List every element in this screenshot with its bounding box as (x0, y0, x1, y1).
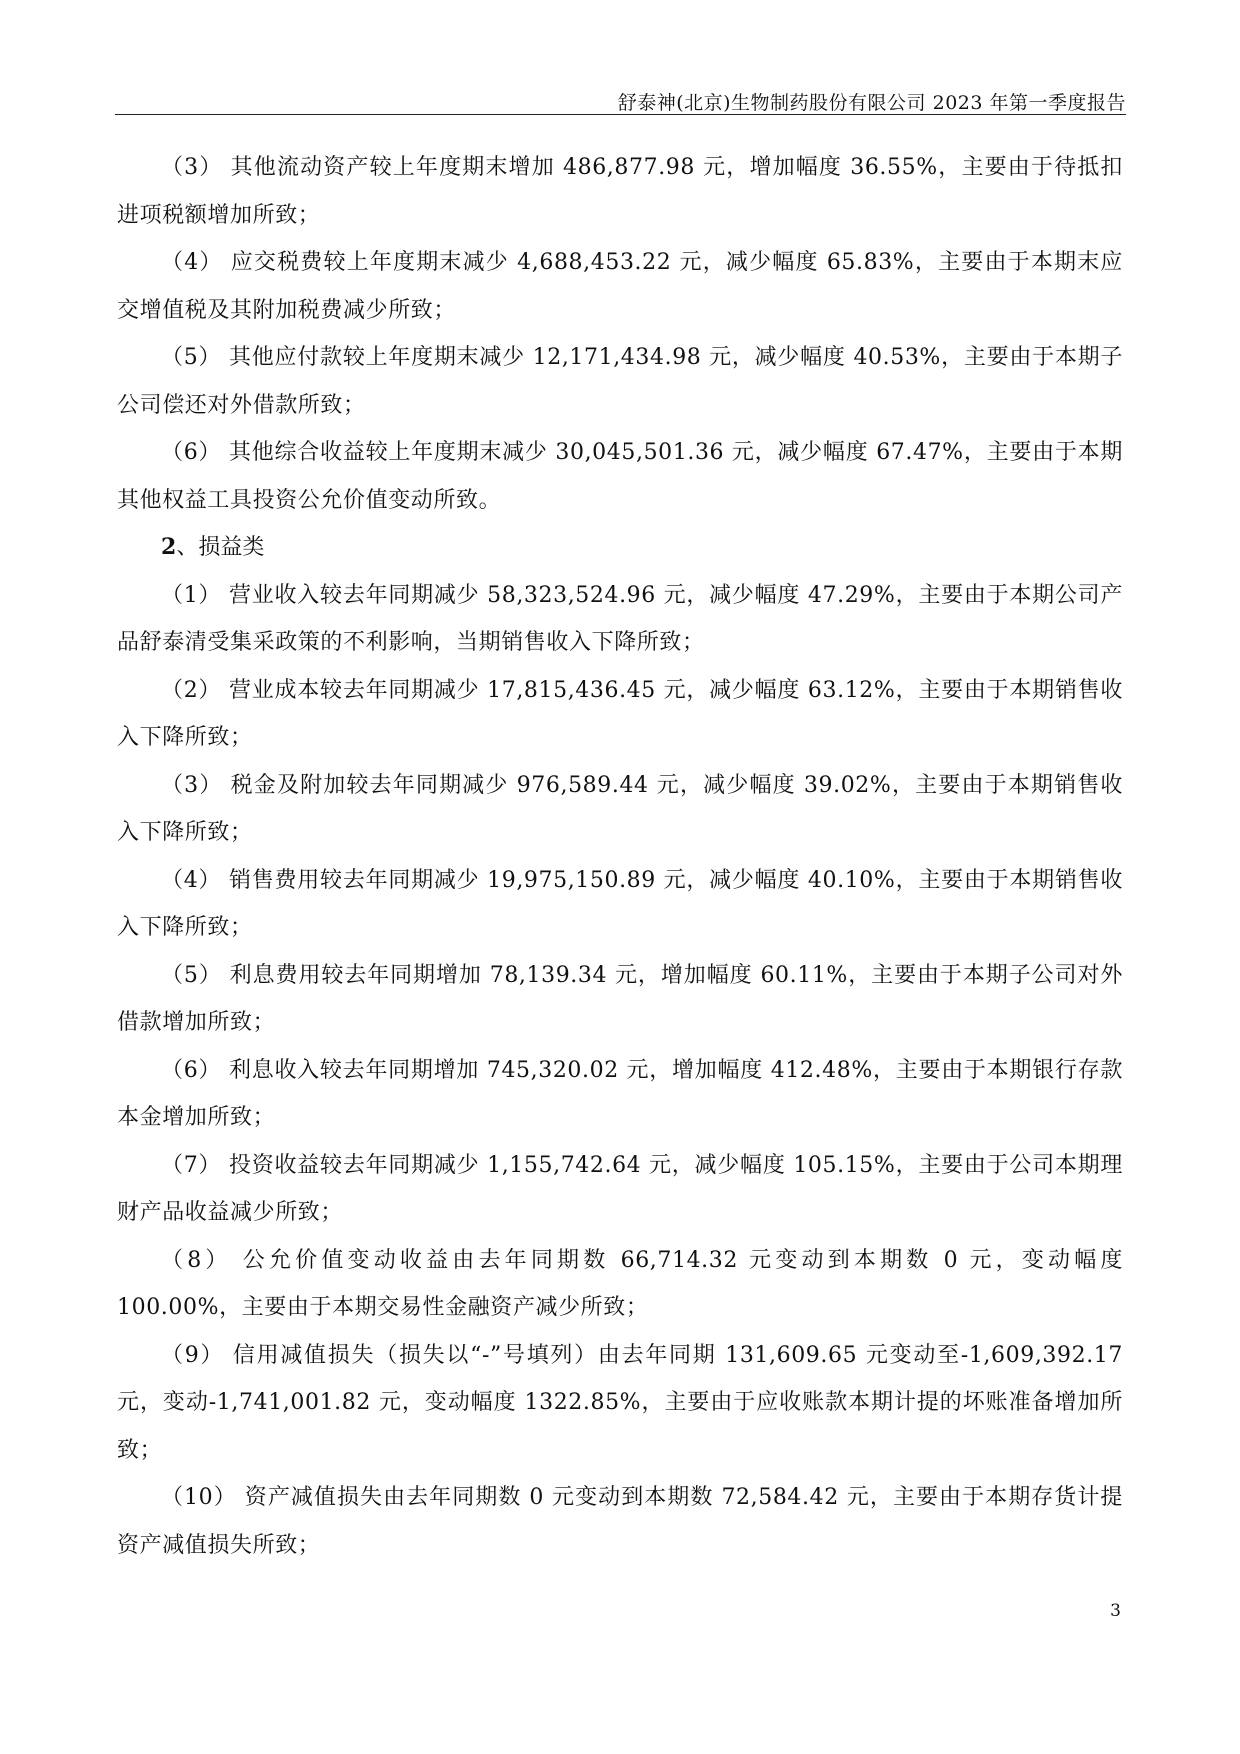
paragraph-taxes-payable: （4） 应交税费较上年度期末减少 4,688,453.22 元，减少幅度 65.83%，主要由于本期末应交增值税及其附加税费减少所致； (117, 250, 1123, 323)
paragraph-asset-impairment: （10） 资产减值损失由去年同期数 0 元变动到本期数 72,584.42 元，主要由于本期存货计提资产减值损失所致； (117, 1485, 1123, 1558)
paragraph-other-payables: （5） 其他应付款较上年度期末减少 12,171,434.98 元，减少幅度 40.53%，主要由于本期子公司偿还对外借款所致； (117, 345, 1123, 418)
document-body (117, 144, 1123, 1569)
paragraph-selling-expenses: （4） 销售费用较去年同期减少 19,975,150.89 元，减少幅度 40.10%，主要由于本期销售收入下降所致； (117, 867, 1123, 940)
paragraph-credit-impairment: （9） 信用减值损失（损失以“-”号填列）由去年同期 131,609.65 元变动至-1,609,392.17 元，变动-1,741,001.82 元，变动幅度 1322.85%，主要由于应收账款本期计提的坏账准备增加所致； (117, 1342, 1123, 1463)
paragraph-interest-expense: （5） 利息费用较去年同期增加 78,139.34 元，增加幅度 60.11%，主要由于本期子公司对外借款增加所致； (117, 962, 1123, 1035)
paragraph-investment-income: （7） 投资收益较去年同期减少 1,155,742.64 元，减少幅度 105.15%，主要由于公司本期理财产品收益减少所致； (117, 1152, 1123, 1225)
section-number: 2 (161, 534, 177, 560)
paragraph-operating-revenue: （1） 营业收入较去年同期减少 58,323,524.96 元，减少幅度 47.29%，主要由于本期公司产品舒泰清受集采政策的不利影响，当期销售收入下降所致； (117, 582, 1123, 655)
header-rule (115, 114, 1126, 115)
paragraph-taxes-surcharges: （3） 税金及附加较去年同期减少 976,589.44 元，减少幅度 39.02%，主要由于本期销售收入下降所致； (117, 772, 1123, 845)
paragraph-other-current-assets: （3） 其他流动资产较上年度期末增加 486,877.98 元，增加幅度 36.55%，主要由于待抵扣进项税额增加所致； (117, 155, 1123, 228)
section-heading-profit-loss (117, 524, 1123, 572)
paragraph-other-comprehensive-income: （6） 其他综合收益较上年度期末减少 30,045,501.36 元，减少幅度 67.47%，主要由于本期其他权益工具投资公允价值变动所致。 (117, 440, 1123, 513)
document-header: 舒泰神(北京)生物制药股份有限公司 2023 年第一季度报告 (617, 92, 1126, 114)
paragraph-operating-cost: （2） 营业成本较去年同期减少 17,815,436.45 元，减少幅度 63.12%，主要由于本期销售收入下降所致； (117, 677, 1123, 750)
paragraph-fair-value-change: （8） 公允价值变动收益由去年同期数 66,714.32 元变动到本期数 0 元，变动幅度 100.00%，主要由于本期交易性金融资产减少所致； (117, 1247, 1123, 1320)
paragraph-interest-income: （6） 利息收入较去年同期增加 745,320.02 元，增加幅度 412.48%，主要由于本期银行存款本金增加所致； (117, 1057, 1123, 1130)
section-title: 、损益类 (176, 535, 265, 560)
page-number: 3 (1110, 1601, 1121, 1621)
